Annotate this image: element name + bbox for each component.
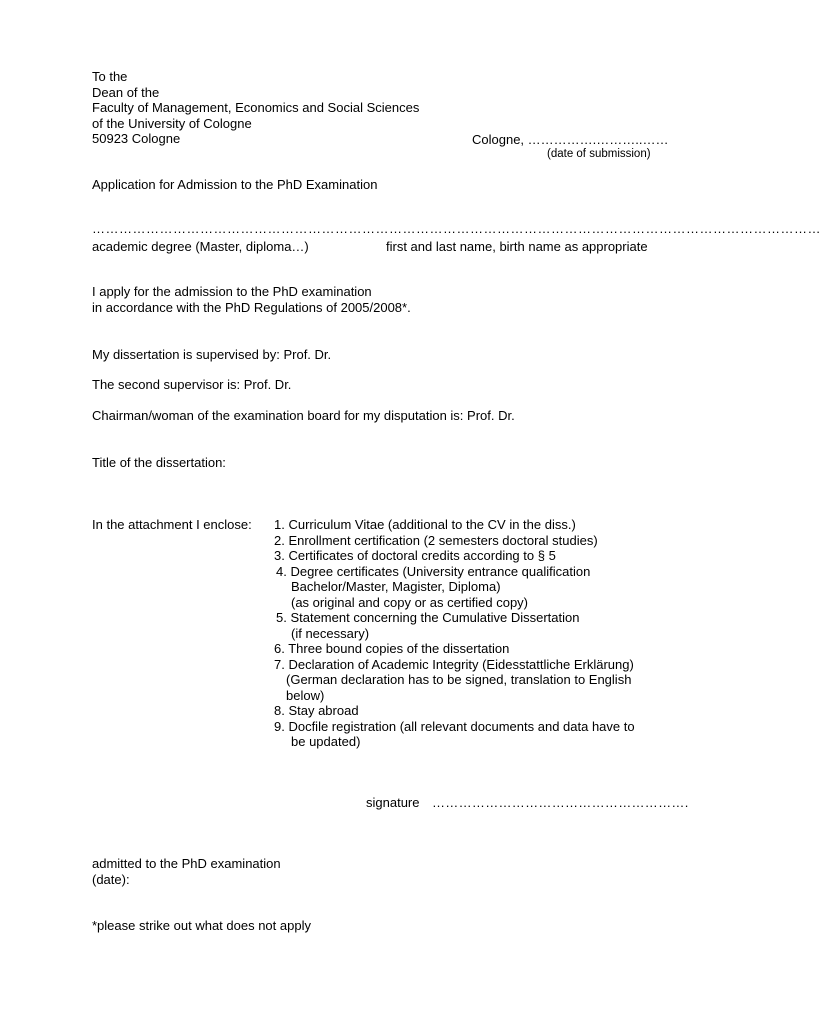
signature-line: …………………………………………………. (432, 795, 689, 810)
dissertation-title-label: Title of the dissertation: (92, 455, 226, 470)
admitted-line-2: (date): (92, 871, 130, 887)
admitted-line-1: admitted to the PhD examination (92, 856, 281, 871)
footnote: *please strike out what does not apply (92, 918, 311, 933)
attachment-item: (as original and copy or as certified copy) (291, 594, 529, 610)
supervisor-line: My dissertation is supervised by: Prof. Dr. (92, 347, 332, 362)
full-name-label: first and last name, birth name as appropriate (386, 239, 648, 254)
attachments-list (274, 517, 635, 750)
attachment-item: 8. Stay abroad (274, 703, 359, 718)
recipient-line: Faculty of Management, Economics and Social Sciences (92, 100, 420, 115)
attachment-item: 9. Docfile registration (all relevant documents and data have to (274, 718, 635, 734)
attachment-item: (German declaration has to be signed, translation to English (286, 672, 632, 687)
second-supervisor-line: The second supervisor is: Prof. Dr. (92, 377, 292, 392)
signature-label: signature (366, 795, 420, 810)
attachment-item: be updated) (291, 734, 361, 749)
recipient-line: To the (92, 69, 128, 84)
place-date-field: Cologne, …………….………..…… (472, 132, 669, 147)
attachment-item: 7. Declaration of Academic Integrity (Eidesstattliche Erklärung) (274, 656, 634, 672)
chair-line: Chairman/woman of the examination board for my disputation is: Prof. Dr. (92, 408, 515, 423)
recipient-line: Dean of the (92, 84, 160, 100)
recipient-line: 50923 Cologne (92, 131, 181, 146)
attachment-item: 1. Curriculum Vitae (additional to the CV in the diss.) (274, 517, 576, 532)
attachment-item: Bachelor/Master, Magister, Diploma) (291, 579, 501, 594)
attachment-item: 2. Enrollment certification (2 semesters doctoral studies) (274, 532, 598, 548)
attachments-intro: In the attachment I enclose: (92, 517, 252, 532)
academic-degree-label: academic degree (Master, diploma…) (92, 239, 309, 254)
apply-line-1: I apply for the admission to the PhD examination (92, 284, 372, 299)
attachment-item: below) (286, 687, 325, 703)
attachment-item: 5. Statement concerning the Cumulative Dissertation (276, 610, 580, 625)
attachment-item: 6. Three bound copies of the dissertation (274, 641, 510, 656)
apply-statement (92, 284, 411, 315)
form-heading: Application for Admission to the PhD Examination (92, 177, 378, 192)
name-dotted-line: ……………………………………………………………………………………………………………………………………………… (92, 221, 821, 236)
recipient-line: of the University of Cologne (92, 115, 252, 131)
date-caption: (date of submission) (547, 148, 651, 160)
attachment-item: 3. Certificates of doctoral credits according to § 5 (274, 548, 556, 563)
recipient-address (92, 69, 419, 147)
attachment-item: 4. Degree certificates (University entrance qualification (276, 563, 591, 579)
admitted-block (92, 856, 281, 887)
apply-line-2: in accordance with the PhD Regulations of 2005/2008*. (92, 299, 411, 315)
attachment-item: (if necessary) (291, 625, 370, 641)
